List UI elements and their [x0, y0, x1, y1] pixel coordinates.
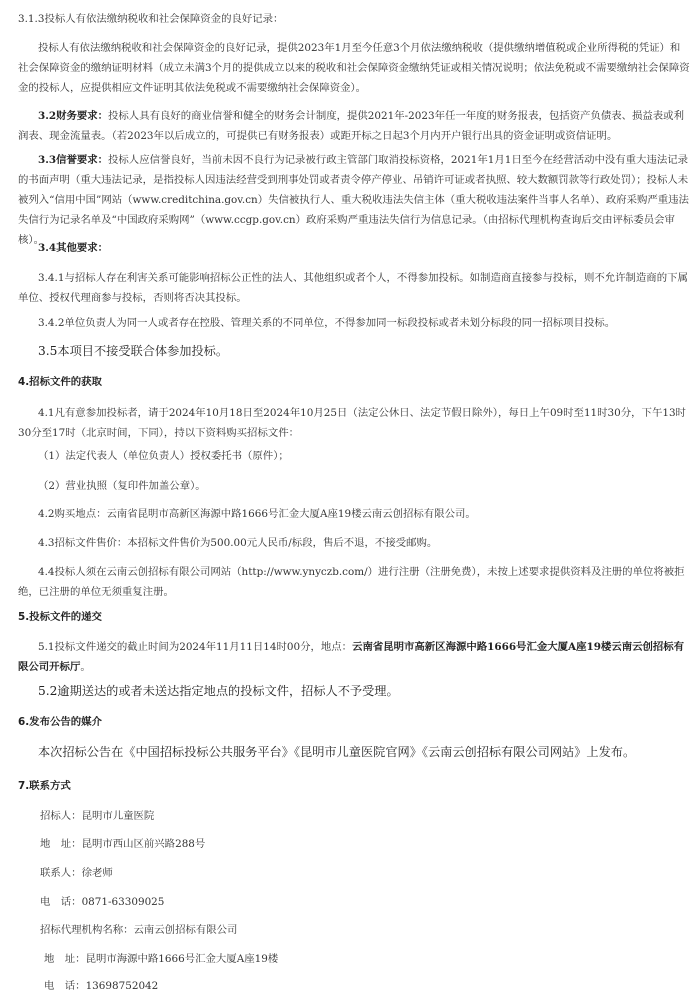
section-5-1-prefix: 5.1投标文件递交的截止时间为2024年11月11日14时00分，地点：: [38, 641, 353, 653]
section-4-heading: 4.招标文件的获取: [18, 376, 102, 388]
section-6-body: 本次招标公告在《中国招标投标公共服务平台》《昆明市儿童医院官网》《云南云创招标有限公司网站》上发布。: [38, 745, 636, 759]
contact-agency-address-label: 地 址：: [44, 953, 86, 965]
section-4-1-doc-1: （1）法定代表人（单位负责人）授权委托书（原件）；: [38, 450, 289, 462]
section-5-1: [18, 637, 690, 677]
section-3-3-body: 投标人应信誉良好，当前未因不良行为记录被行政主管部门取消投标资格，2021年1月1日至今在经营活动中没有重大违法记录的书面声明（重大违法记录，是指投标人因违法经营受到刑事处罚或者责令停产停业、吊销许可证或者执照、较大数额罚款等行政处罚）；投标人未被列入“信用中国”网站（www.creditchina.gov.cn）失信被执行人、重大税收违法失信主体（重大税收违法案件当事人名单）、政府采购严重违法失信行为记录名单及“中国政府采购网”（www.ccgp.gov.cn）政府采购严重违法失信行为信息记录。（由招标代理机构查询后交由评标委员会审核）。: [18, 154, 689, 246]
section-5-heading: 5.投标文件的递交: [18, 611, 102, 623]
section-3-4-title: 3.4其他要求：: [38, 242, 109, 254]
contact-agency-value: 云南云创招标有限公司: [133, 924, 238, 936]
section-3-1-3-body: 投标人有依法缴纳税收和社会保障资金的良好记录，提供2023年1月至今任意3个月依法缴纳税收（提供缴纳增值税或企业所得税的凭证）和社会保障资金的缴纳证明材料（成立未满3个月的提供成立以来的税收和社会保障资金缴纳凭证或相关情况说明；依法免税或不需要缴纳社会保障资金的投标人，应提供相应文件证明其依法免税或不需要缴纳社会保障资金）。: [18, 42, 690, 94]
section-3-4-2: 3.4.2单位负责人为同一人或者存在控股、管理关系的不同单位，不得参加同一标段投标或者未划分标段的同一招标项目投标。: [38, 317, 616, 329]
section-3-2-label: 3.2财务要求：: [38, 110, 109, 122]
contact-tenderer-address: [40, 834, 205, 854]
contact-agency: [40, 920, 237, 940]
section-3-4-1: 3.4.1与招标人存在利害关系可能影响招标公正性的法人、其他组织或者个人，不得参加投标。如制造商直接参与投标，则不允许制造商的下属单位、授权代理商参与投标，否则将否决其投标。: [18, 272, 688, 304]
section-3-2-body: 投标人具有良好的商业信誉和健全的财务会计制度，提供2021年-2023年任一年度的财务报表，包括资产负债表、损益表或利润表、现金流量表。（若2023年以后成立的，可提供已有财务报表）或距开标之日起3个月内开户银行出具的资金证明或资信证明。: [18, 110, 684, 142]
contact-agency-phone-label: 电 话：: [44, 980, 86, 992]
section-4-2: 4.2购买地点：云南省昆明市高新区海源中路1666号汇金大厦A座19楼云南云创招标有限公司。: [38, 508, 476, 520]
contact-tenderer-label: 招标人：: [40, 810, 82, 822]
contact-agency-phone: [44, 976, 158, 996]
section-3-3-label: 3.3信誉要求：: [38, 154, 109, 166]
contact-person: [40, 863, 113, 883]
contact-agency-address-value: 昆明市海源中路1666号汇金大厦A座19楼: [85, 953, 279, 965]
contact-tenderer-value: 昆明市儿童医院: [81, 810, 155, 822]
contact-tenderer-phone: [40, 892, 164, 912]
contact-phone-label: 电 话：: [40, 896, 82, 908]
contact-address-value: 昆明市西山区前兴路288号: [81, 838, 206, 850]
section-6-heading: 6.发布公告的媒介: [18, 716, 102, 728]
section-3-5: 3.5本项目不接受联合体参加投标。: [38, 344, 229, 358]
section-4-1: 4.1凡有意参加投标者，请于2024年10月18日至2024年10月25日（法定公休日、法定节假日除外），每日上午09时至11时30分，下午13时30分至17时（北京时间，下同），持以下资料购买招标文件：: [18, 407, 686, 439]
contact-agency-label: 招标代理机构名称：: [40, 924, 134, 936]
section-3-1-3-title: 3.1.3投标人有依法缴纳税收和社会保障资金的良好记录：: [18, 13, 284, 25]
contact-agency-address: [44, 949, 278, 969]
contact-agency-phone-value: 13698752042: [85, 980, 159, 992]
section-7-heading: 7.联系方式: [18, 780, 71, 792]
section-5-1-suffix: 。: [80, 661, 91, 673]
section-5-1-location: 云南省昆明市高新区海源中路1666号汇金大厦A座19楼云南云创招标有限公司开标厅: [18, 641, 685, 673]
section-3-3-credit: [18, 150, 690, 250]
contact-person-value: 徐老师: [81, 867, 113, 879]
section-4-1-doc-2: （2）营业执照（复印件加盖公章）。: [38, 480, 206, 492]
contact-tenderer: [40, 806, 154, 826]
section-4-4: 4.4投标人须在云南云创招标有限公司网站（http://www.ynyczb.com/）进行注册（注册免费），未按上述要求提供资料及注册的单位将被拒绝，已注册的单位无须重复注册。: [18, 566, 685, 598]
contact-address-label: 地 址：: [40, 838, 82, 850]
section-3-2-financial: [18, 106, 690, 146]
contact-phone-value: 0871-63309025: [81, 896, 165, 908]
section-5-2: 5.2逾期送达的或者未送达指定地点的投标文件，招标人不予受理。: [38, 684, 399, 698]
section-4-3: 4.3招标文件售价：本招标文件售价为500.00元人民币/标段，售后不退，不接受邮购。: [38, 537, 438, 549]
contact-person-label: 联系人：: [40, 867, 82, 879]
